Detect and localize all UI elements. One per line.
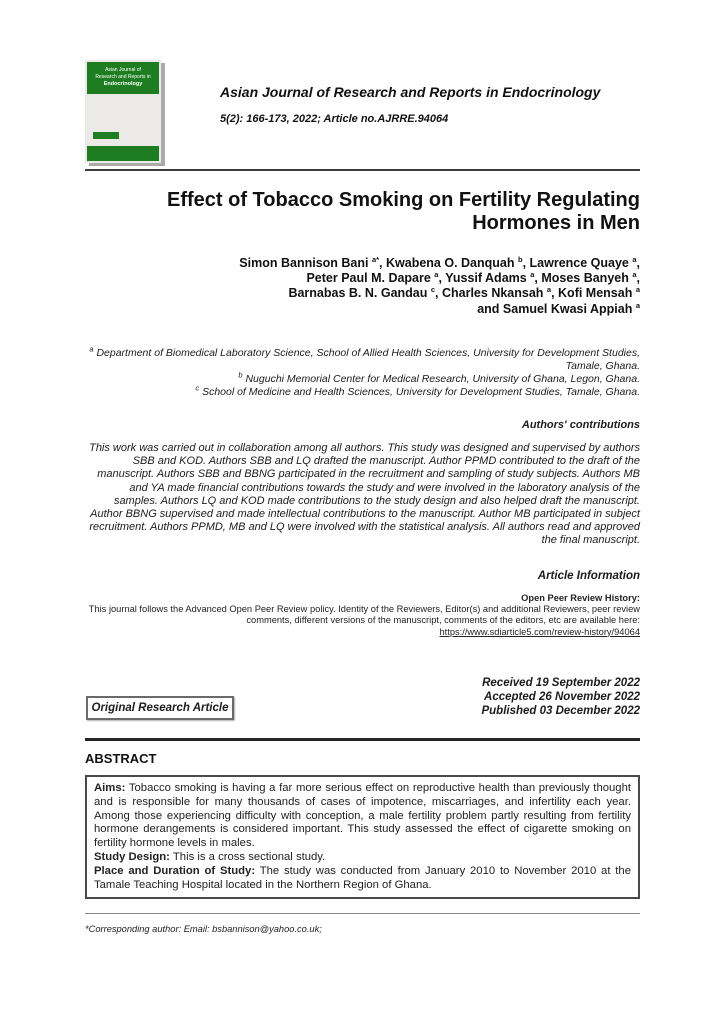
cover-footer-band bbox=[87, 146, 159, 161]
cover-title-line2: Research and Reports in bbox=[95, 74, 151, 80]
peer-review-heading: Open Peer Review History: bbox=[521, 593, 640, 603]
peer-review-block bbox=[85, 593, 640, 638]
article-type-label: Original Research Article bbox=[91, 702, 229, 714]
author-affiliation-superscript: a bbox=[546, 285, 552, 295]
author-affiliation-superscript: a bbox=[632, 270, 637, 280]
journal-citation: 5(2): 166-173, 2022; Article no.AJRRE.94064 bbox=[220, 113, 449, 125]
abstract-heading: ABSTRACT bbox=[85, 751, 157, 766]
affiliation-item: $^c$ School of Medicine and Health Sciences, University for Development Studies, Tamale, Ghana. bbox=[195, 383, 640, 398]
author-affiliation-superscript: a bbox=[635, 285, 640, 295]
page-title bbox=[85, 189, 640, 235]
contributions-heading: Authors' contributions bbox=[521, 419, 640, 431]
author-affiliation-superscript: a bbox=[434, 270, 439, 280]
affiliation-superscript: b bbox=[238, 370, 243, 380]
journal-cover-thumbnail bbox=[85, 60, 161, 163]
corresponding-author-note: *Corresponding author: Email: bsbannison@yahoo.co.uk; bbox=[85, 924, 322, 934]
author-affiliation-superscript: c bbox=[430, 285, 436, 295]
article-information-heading: Article Information bbox=[537, 570, 640, 582]
received-date: Received 19 September 2022 bbox=[482, 677, 640, 689]
author-affiliation-superscript: b bbox=[517, 254, 523, 264]
cover-issn-badge bbox=[93, 132, 119, 139]
abstract-section: Place and Duration of Study: The study was conducted from January 2010 to November 2010 at the Tamale Teaching Hospital located in the Northern Region of Ghana. bbox=[94, 864, 631, 891]
article-type-box bbox=[86, 696, 234, 720]
abstract-section-label: Place and Duration of Study: bbox=[94, 864, 256, 877]
accepted-date: Accepted 26 November 2022 bbox=[484, 691, 640, 703]
abstract-section: Study Design: This is a cross sectional study. bbox=[94, 850, 326, 863]
abstract-box bbox=[85, 775, 640, 899]
abstract-section: Aims: Tobacco smoking is having a far more serious effect on reproductive health than previously thought and is responsible for many thousands of cases of impotence, miscarriages, and infertility each year. Among those experiencing difficulty with conception, a male fertility problem partly resulting from fertility hormone derangements is considered important. This study assessed the effect of cigarette smoking on fertility hormone levels in males. bbox=[94, 782, 631, 850]
author-affiliation-superscript: a bbox=[530, 270, 535, 280]
author-line: Barnabas B. N. Gandau $^c$, Charles Nkansah $^a$, Kofi Mensah $^a$ bbox=[288, 285, 640, 301]
title-line1: Effect of Tobacco Smoking on Fertility Regulating bbox=[167, 189, 640, 211]
journal-cover-title bbox=[87, 62, 159, 94]
author-line: and Samuel Kwasi Appiah $^a$ bbox=[477, 300, 640, 316]
contributions-text: This work was carried out in collaboration among all authors. This study was designed and supervised by authors SBB and KOD. Authors SBB and LQ drafted the manuscript. Author PPMD contributed to the draft of the manuscript. Authors SBB and BBNG participated in the recruitment and sampling of study subjects. Authors MB and YA made financial contributions towards the study and were involved in the laboratory analysis of the samples. Authors LQ and KOD made contributions to the study design and also helped draft the manuscript. Author BBNG supervised and made intellectual contributions to the manuscript. Author MB participated in subject recruitment. Authors PPMD, MB and LQ were involved with the statistical analysis. All authors read and approved the final manuscript. bbox=[89, 442, 640, 547]
review-history-link[interactable]: https://www.sdiarticle5.com/review-history/94064 bbox=[439, 626, 640, 637]
affiliation-superscript: c bbox=[195, 383, 200, 393]
header-divider bbox=[85, 169, 640, 171]
affiliation-superscript: a bbox=[89, 344, 94, 354]
title-line2: Hormones in Men bbox=[472, 212, 640, 234]
affiliation-item: $^a$ Department of Biomedical Laboratory Science, School of Allied Health Sciences, University for Development Studies, Tamale, Ghana. bbox=[89, 344, 640, 372]
cover-title-line3: Endocrinology bbox=[103, 81, 143, 87]
affiliation-list bbox=[85, 344, 640, 399]
cover-title-line1: Asian Journal of bbox=[105, 67, 141, 73]
footnote-divider bbox=[85, 913, 640, 914]
author-affiliation-superscript: a bbox=[632, 254, 637, 264]
abstract-section-label: Study Design: bbox=[94, 850, 170, 863]
journal-name: Asian Journal of Research and Reports in Endocrinology bbox=[220, 84, 601, 100]
author-list bbox=[85, 256, 640, 317]
author-line: Peter Paul M. Dapare $^a$, Yussif Adams $^a$, Moses Banyeh $^a$, bbox=[306, 270, 640, 286]
author-affiliation-superscript: a* bbox=[371, 254, 380, 264]
abstract-divider bbox=[85, 738, 640, 741]
abstract-section-label: Aims: bbox=[94, 782, 126, 794]
author-affiliation-superscript: a bbox=[635, 300, 640, 310]
peer-review-text: This journal follows the Advanced Open Peer Review policy. Identity of the Reviewers, Editor(s) and additional Reviewers, peer review comments, different versions of the manuscript, comments of the editors, etc are available here: bbox=[88, 604, 640, 626]
published-date: Published 03 December 2022 bbox=[481, 705, 640, 717]
author-line: Simon Bannison Bani $^{a*}$, Kwabena O. Danquah $^b$, Lawrence Quaye $^a$, bbox=[239, 254, 640, 270]
affiliation-item: $^b$ Nuguchi Memorial Center for Medical Research, University of Ghana, Legon, Ghana. bbox=[238, 370, 640, 385]
